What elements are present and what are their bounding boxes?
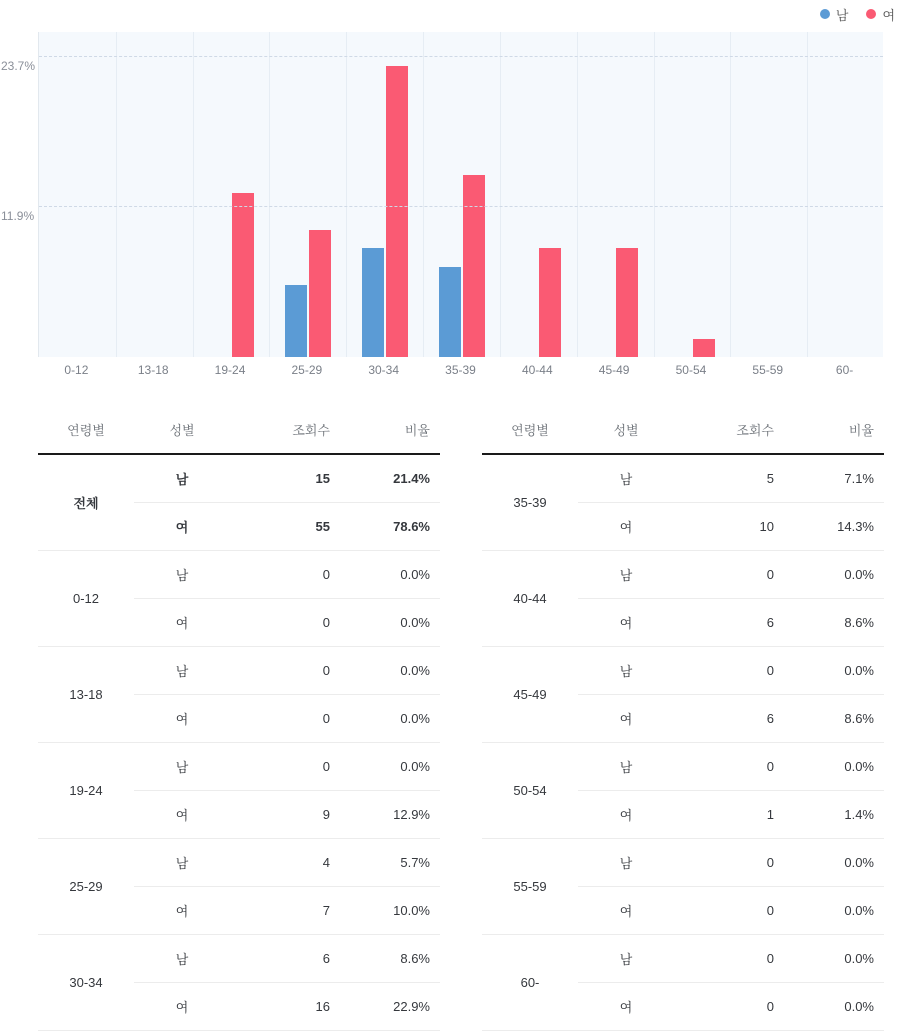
cell-gender: 여 (578, 599, 674, 647)
column-header-sex: 성별 (578, 408, 674, 454)
cell-age-group: 25-29 (38, 839, 134, 935)
cell-view-count: 1 (674, 791, 784, 839)
chart-x-tick-label: 50-54 (675, 363, 707, 377)
cell-gender: 여 (578, 791, 674, 839)
cell-rate: 0.0% (340, 647, 440, 695)
table-row (482, 454, 884, 503)
cell-view-count: 9 (230, 791, 340, 839)
cell-gender: 여 (134, 791, 230, 839)
chart-bar-group (823, 32, 869, 357)
table-body-left (38, 454, 440, 1031)
chart-bar-group (746, 32, 792, 357)
chart-vertical-gridline (577, 32, 578, 357)
cell-rate: 8.6% (784, 599, 884, 647)
cell-gender: 남 (578, 743, 674, 791)
chart-bar-group (208, 32, 254, 357)
chart-vertical-gridline (730, 32, 731, 357)
legend-label-female: 여 (882, 7, 895, 23)
column-header-age: 연령별 (38, 408, 134, 454)
chart-bar-female[interactable] (539, 248, 561, 357)
cell-age-group: 0-12 (38, 551, 134, 647)
legend-dot-female (866, 9, 876, 19)
chart-bar-female[interactable] (232, 193, 254, 357)
cell-gender: 여 (134, 695, 230, 743)
table-body-right (482, 454, 884, 1031)
chart-horizontal-gridline (39, 206, 883, 207)
table-row (38, 935, 440, 983)
cell-gender: 여 (134, 983, 230, 1031)
chart-y-axis-label: 23.7% (1, 59, 36, 74)
cell-view-count: 15 (230, 454, 340, 503)
cell-rate: 22.9% (340, 983, 440, 1031)
chart-vertical-gridline (423, 32, 424, 357)
cell-rate: 0.0% (784, 839, 884, 887)
chart-x-tick-label: 13-18 (137, 363, 169, 377)
cell-gender: 여 (134, 599, 230, 647)
chart-x-tick-label: 45-49 (598, 363, 630, 377)
cell-gender: 여 (134, 887, 230, 935)
cell-gender: 남 (578, 647, 674, 695)
cell-rate: 12.9% (340, 791, 440, 839)
legend-dot-male (820, 9, 830, 19)
chart-bar-female[interactable] (386, 66, 408, 357)
table-row (38, 743, 440, 791)
cell-rate: 0.0% (340, 551, 440, 599)
cell-rate: 0.0% (784, 983, 884, 1031)
cell-rate: 0.0% (784, 551, 884, 599)
chart-vertical-gridline (346, 32, 347, 357)
column-header-rate: 비율 (340, 408, 440, 454)
cell-rate: 0.0% (784, 743, 884, 791)
table-row (38, 839, 440, 887)
table-row (38, 551, 440, 599)
cell-gender: 남 (134, 743, 230, 791)
column-header-rate: 비율 (784, 408, 884, 454)
chart-bar-group (669, 32, 715, 357)
chart-bar-group (131, 32, 177, 357)
cell-gender: 여 (578, 983, 674, 1031)
cell-gender: 남 (578, 935, 674, 983)
cell-view-count: 16 (230, 983, 340, 1031)
cell-view-count: 55 (230, 503, 340, 551)
column-header-views: 조회수 (230, 408, 340, 454)
cell-rate: 10.0% (340, 887, 440, 935)
cell-view-count: 0 (674, 839, 784, 887)
chart-bar-group (439, 32, 485, 357)
chart-bar-group (515, 32, 561, 357)
chart-bar-female[interactable] (616, 248, 638, 357)
cell-view-count: 0 (230, 743, 340, 791)
chart-bar-group (362, 32, 408, 357)
chart-y-axis-label: 11.9% (1, 208, 35, 223)
cell-age-group: 35-39 (482, 454, 578, 551)
cell-rate: 8.6% (340, 935, 440, 983)
cell-gender: 남 (578, 454, 674, 503)
cell-gender: 여 (134, 503, 230, 551)
cell-age-group: 40-44 (482, 551, 578, 647)
cell-gender: 남 (134, 454, 230, 503)
chart-plot-area (1, 32, 883, 357)
cell-rate: 7.1% (784, 454, 884, 503)
cell-gender: 남 (134, 839, 230, 887)
chart-x-tick-label: 35-39 (445, 363, 476, 377)
cell-view-count: 0 (230, 551, 340, 599)
cell-view-count: 0 (674, 887, 784, 935)
chart-vertical-gridline (500, 32, 501, 357)
cell-rate: 8.6% (784, 695, 884, 743)
chart-bar-male[interactable] (439, 267, 461, 357)
cell-age-group: 30-34 (38, 935, 134, 1031)
chart-horizontal-gridline (39, 56, 883, 57)
cell-rate: 21.4% (340, 454, 440, 503)
table-row (38, 454, 440, 503)
table-header-row (482, 408, 884, 454)
cell-age-group: 전체 (38, 454, 134, 551)
cell-view-count: 0 (230, 647, 340, 695)
chart-bar-male[interactable] (285, 285, 307, 357)
cell-view-count: 6 (674, 599, 784, 647)
chart-x-tick-label: 55-59 (752, 363, 784, 377)
cell-view-count: 0 (230, 695, 340, 743)
table-row (482, 743, 884, 791)
cell-rate: 78.6% (340, 503, 440, 551)
table-row (38, 647, 440, 695)
cell-view-count: 6 (230, 935, 340, 983)
legend-item-female[interactable] (866, 5, 895, 24)
statistics-tables (38, 408, 883, 1031)
column-header-views: 조회수 (674, 408, 784, 454)
cell-rate: 14.3% (784, 503, 884, 551)
chart-bar-group (285, 32, 331, 357)
table-row (482, 935, 884, 983)
cell-gender: 남 (134, 551, 230, 599)
chart-x-tick-label: 0-12 (64, 363, 89, 377)
chart-vertical-gridline (269, 32, 270, 357)
chart-vertical-gridline (116, 32, 117, 357)
chart-vertical-gridline (807, 32, 808, 357)
chart-bar-group (592, 32, 638, 357)
cell-rate: 0.0% (784, 887, 884, 935)
cell-view-count: 4 (230, 839, 340, 887)
cell-gender: 남 (578, 839, 674, 887)
chart-vertical-gridline (654, 32, 655, 357)
cell-view-count: 0 (674, 935, 784, 983)
cell-view-count: 0 (674, 743, 784, 791)
cell-rate: 1.4% (784, 791, 884, 839)
cell-gender: 남 (134, 935, 230, 983)
chart-bar-female[interactable] (309, 230, 331, 357)
table-row (482, 839, 884, 887)
chart-x-tick-label: 60- (835, 363, 854, 377)
column-header-age: 연령별 (482, 408, 578, 454)
chart-bars (39, 32, 883, 357)
cell-gender: 여 (578, 503, 674, 551)
chart-bar-group (54, 32, 100, 357)
cell-gender: 남 (134, 647, 230, 695)
chart-legend (820, 0, 895, 28)
cell-age-group: 45-49 (482, 647, 578, 743)
cell-age-group: 13-18 (38, 647, 134, 743)
cell-gender: 여 (578, 695, 674, 743)
chart-x-tick-label: 30-34 (368, 363, 400, 377)
statistics-table-right (482, 408, 884, 1031)
cell-rate: 0.0% (340, 743, 440, 791)
cell-age-group: 60- (482, 935, 578, 1031)
cell-rate: 0.0% (784, 647, 884, 695)
cell-view-count: 6 (674, 695, 784, 743)
table-row (482, 647, 884, 695)
chart-bar-female[interactable] (463, 175, 485, 357)
legend-item-male[interactable] (820, 5, 849, 24)
chart-x-tick-label: 25-29 (291, 363, 323, 377)
cell-view-count: 7 (230, 887, 340, 935)
chart-x-tick-label: 19-24 (214, 363, 246, 377)
cell-rate: 0.0% (340, 695, 440, 743)
cell-rate: 0.0% (784, 935, 884, 983)
column-header-sex: 성별 (134, 408, 230, 454)
cell-view-count: 0 (674, 647, 784, 695)
statistics-table-left (38, 408, 440, 1031)
cell-gender: 남 (578, 551, 674, 599)
chart-bar-male[interactable] (362, 248, 384, 357)
cell-view-count: 0 (230, 599, 340, 647)
legend-label-male: 남 (835, 7, 849, 23)
age-gender-bar-chart (1, 32, 883, 357)
chart-bar-female[interactable] (693, 339, 715, 357)
cell-rate: 5.7% (340, 839, 440, 887)
cell-age-group: 19-24 (38, 743, 134, 839)
cell-view-count: 0 (674, 983, 784, 1031)
cell-rate: 0.0% (340, 599, 440, 647)
table-header-row (38, 408, 440, 454)
cell-age-group: 50-54 (482, 743, 578, 839)
table-row (482, 551, 884, 599)
chart-x-axis (38, 357, 883, 387)
chart-vertical-gridline (193, 32, 194, 357)
chart-x-tick-label: 40-44 (521, 363, 553, 377)
cell-view-count: 0 (674, 551, 784, 599)
cell-age-group: 55-59 (482, 839, 578, 935)
cell-view-count: 10 (674, 503, 784, 551)
cell-gender: 여 (578, 887, 674, 935)
cell-view-count: 5 (674, 454, 784, 503)
